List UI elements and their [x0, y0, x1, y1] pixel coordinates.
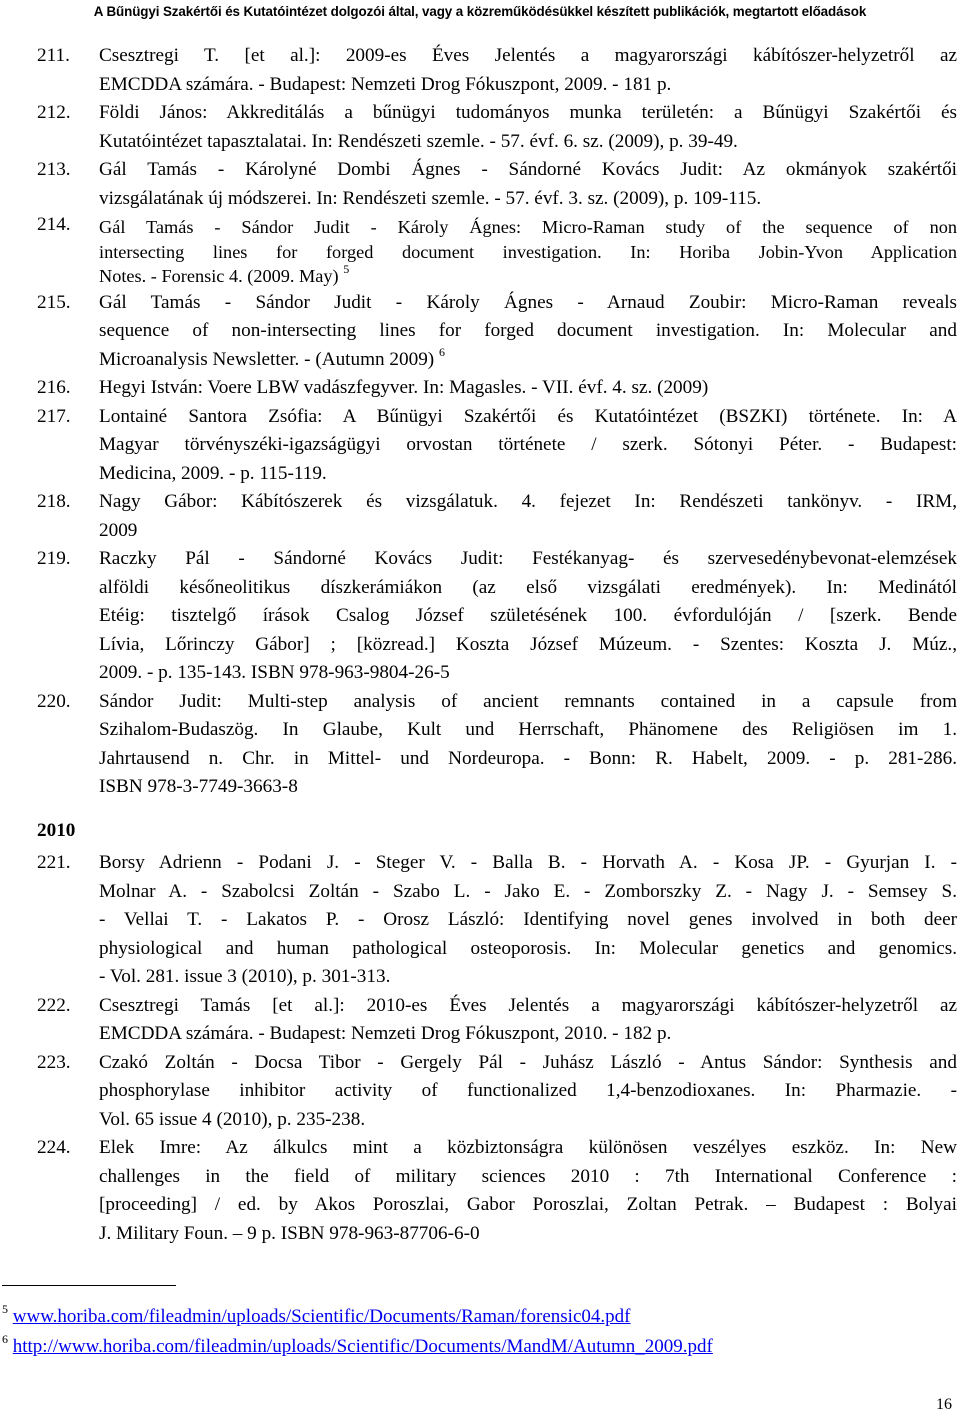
entry-text: vizsgálatának új módszerei. In: Rendészeti szemle. - 57. évf. 3. sz. (2009), p. 109-115.: [99, 187, 762, 209]
entry-text: [proceeding] / ed. by Akos Poroszlai, Gabor Poroszlai, Zoltan Petrak. – Budapest : Bolyai: [99, 1194, 957, 1215]
entry-text: Kutatóintézet tapasztalatai. In: Rendészeti szemle. - 57. évf. 6. sz. (2009), p. 39-49.: [99, 130, 738, 152]
entry-text: Borsy Adrienn - Podani J. - Steger V. - Balla B. - Horvath A. - Kosa JP. - Gyurjan I. -: [99, 852, 957, 873]
bibliography-entry: [37, 1134, 957, 1248]
entry-text-line: [99, 963, 957, 992]
entry-text: Raczky Pál - Sándorné Kovács Judit: Festékanyag- és szervesedénybevonat-elemzések: [99, 548, 957, 569]
entry-text: Etéig: tisztelgő írások Csalog József születésének 100. évfordulóján / [szerk. Bende: [99, 605, 957, 626]
entry-text: Vol. 65 issue 4 (2010), p. 235-238.: [99, 1108, 366, 1130]
entry-text: Gál Tamás - Sándor Judit - Károly Ágnes - Arnaud Zoubir: Micro-Raman reveals: [99, 291, 957, 313]
entry-text-line: [99, 42, 957, 71]
footnote-separator: [2, 1285, 176, 1286]
entry-text: Lívia, Lőrinczy Gábor] ; [közread.] Koszta József Múzeum. - Szentes: Koszta J. Múz.,: [99, 633, 957, 655]
entry-text-line: [99, 185, 957, 214]
entry-text-line: [99, 716, 957, 745]
bibliography-entry: [37, 488, 957, 545]
footnote-5: [2, 1302, 713, 1332]
entry-text: EMCDDA számára. - Budapest: Nemzeti Drog Fókuszpont, 2009. - 181 p.: [99, 73, 672, 95]
running-header: A Bűnügyi Szakértői és Kutatóintézet dolgozói által, vagy a közreműködésükkel készített publikációk, megtartott előadások: [93, 4, 867, 19]
entry-text-line: [99, 240, 957, 265]
entry-text-line: [99, 602, 957, 631]
entry-text-line: [99, 374, 957, 403]
entry-text: Microanalysis Newsletter. - (Autumn 2009): [99, 348, 435, 370]
entry-text-line: [99, 659, 957, 688]
entry-text-line: [99, 545, 957, 574]
page-number: 16: [936, 1396, 952, 1413]
entry-text: 2009: [99, 519, 138, 541]
entry-text-line: [99, 403, 957, 432]
entry-text-line: [99, 215, 957, 240]
entry-text: - Vellai T. - Lakatos P. - Orosz László: Identifying novel genes involved in both deer: [99, 909, 957, 930]
bibliography-entry: [37, 992, 957, 1049]
footnote-link[interactable]: http://www.horiba.com/fileadmin/uploads/Scientific/Documents/MandM/Autumn_2009.pdf: [12, 1336, 713, 1357]
entry-text-line: [99, 1106, 957, 1135]
bibliography-entry: [37, 849, 957, 992]
entry-text: 2009. - p. 135-143. ISBN 978-963-9804-26-5: [99, 662, 450, 683]
entry-text: J. Military Foun. – 9 p. ISBN 978-963-87706-6-0: [99, 1222, 480, 1244]
entry-text: Jahrtausend n. Chr. in Mittel- und Nordeuropa. - Bonn: R. Habelt, 2009. - p. 281-286.: [99, 747, 957, 769]
entry-text: Elek Imre: Az álkulcs mint a közbiztonságra különösen veszélyes eszköz. In: New: [99, 1137, 957, 1158]
bibliography-entry: [37, 403, 957, 489]
bibliography-entry: [37, 289, 957, 375]
entry-number: 223.: [37, 1051, 71, 1073]
bibliography-entry: [37, 42, 957, 99]
entry-text-line: [99, 1163, 957, 1192]
entry-number: 212.: [37, 102, 71, 123]
footnote-6: [2, 1332, 713, 1362]
entry-text-line: [99, 688, 957, 717]
entry-text: Gál Tamás - Károlyné Dombi Ágnes - Sándorné Kovács Judit: Az okmányok szakértői: [99, 159, 957, 180]
bibliography-entry: [37, 688, 957, 802]
entry-text-line: [99, 517, 957, 546]
entry-number: 217.: [37, 405, 71, 427]
entry-text: Sándor Judit: Multi-step analysis of ancient remnants contained in a capsule from: [99, 690, 957, 712]
entry-text: intersecting lines for forged document investigation. In: Horiba Jobin-Yvon Application: [99, 241, 957, 262]
bibliography-entry: [37, 99, 957, 156]
entry-text: Hegyi István: Voere LBW vadászfegyver. In: Magasles. - VII. évf. 4. sz. (2009): [99, 377, 709, 398]
entry-text: - Vol. 281. issue 3 (2010), p. 301-313.: [99, 966, 391, 987]
footnote-mark: 5: [2, 1302, 8, 1316]
footnote-link[interactable]: www.horiba.com/fileadmin/uploads/Scientific/Documents/Raman/forensic04.pdf: [12, 1306, 631, 1327]
entry-text: Medicina, 2009. - p. 115-119.: [99, 462, 327, 484]
entry-number: 222.: [37, 994, 71, 1016]
entry-text: alföldi későneolitikus díszkerámiákon (az első vizsgálati eredmények). In: Medinától: [99, 576, 957, 598]
entry-text-line: [99, 99, 957, 128]
entry-text: Molnar A. - Szabolcsi Zoltán - Szabo L. - Jako E. - Zomborszky Z. - Nagy J. - Semsey S.: [99, 880, 957, 902]
section-year-heading: 2010: [37, 820, 76, 841]
entry-text-line: [99, 906, 957, 935]
footnote-reference: 6: [438, 344, 445, 359]
entry-text-line: [99, 1134, 957, 1163]
bibliography-entry: [37, 213, 957, 289]
entry-text-line: [99, 460, 957, 489]
entry-text: Szihalom-Budaszög. In Glaube, Kult und Herrschaft, Phänomene des Religiösen im 1.: [99, 719, 957, 740]
entry-number: 224.: [37, 1137, 71, 1158]
entry-text-line: [99, 849, 957, 878]
entry-text: Gál Tamás - Sándor Judit - Károly Ágnes: Micro-Raman study of the sequence of non: [99, 217, 957, 237]
entry-text: phosphorylase inhibitor activity of functionalized 1,4-benzodioxanes. In: Pharmazie. -: [99, 1080, 957, 1101]
entry-text-line: [99, 745, 957, 774]
entry-text-line: [99, 431, 957, 460]
entry-number: 219.: [37, 548, 71, 569]
entry-text: ISBN 978-3-7749-3663-8: [99, 776, 298, 797]
footnote-reference: 5: [343, 262, 350, 276]
entry-text-line: [99, 992, 957, 1021]
bibliography-entry: [37, 374, 957, 403]
entry-text: EMCDDA számára. - Budapest: Nemzeti Drog Fókuszpont, 2010. - 182 p.: [99, 1023, 672, 1044]
entry-text-line: [99, 1220, 957, 1249]
entry-number: 211.: [37, 45, 70, 66]
bibliography-entry: [37, 545, 957, 688]
entry-text-line: [99, 631, 957, 660]
entry-text-line: [99, 878, 957, 907]
entry-text: sequence of non-intersecting lines for forged document investigation. In: Molecular and: [99, 320, 957, 341]
publication-list-2010: [37, 849, 957, 1248]
entry-text-line: [99, 128, 957, 157]
entry-number: 216.: [37, 377, 71, 398]
entry-text: Nagy Gábor: Kábítószerek és vizsgálatuk. 4. fejezet In: Rendészeti tankönyv. - IRM,: [99, 491, 957, 512]
entry-text: Csesztregi T. [et al.]: 2009-es Éves Jelentés a magyarországi kábítószer-helyzetről az: [99, 45, 957, 66]
entry-number: 218.: [37, 491, 71, 512]
entry-text-line: [99, 574, 957, 603]
entry-text: physiological and human pathological osteoporosis. In: Molecular genetics and genomics.: [99, 937, 957, 959]
entry-text-line: [99, 1077, 957, 1106]
entry-number: 213.: [37, 159, 71, 180]
entry-text-line: [99, 488, 957, 517]
bibliography-entry: [37, 1049, 957, 1135]
entry-text-line: [99, 289, 957, 318]
entry-text: Csesztregi Tamás [et al.]: 2010-es Éves Jelentés a magyarországi kábítószer-helyzetről az: [99, 994, 957, 1016]
entry-text-line: [99, 1020, 957, 1049]
entry-text-line: [99, 1191, 957, 1220]
entry-text-line: [99, 346, 957, 375]
entry-text: Magyar törvényszéki-igazságügyi orvostan története / szerk. Sótonyi Péter. - Budapest:: [99, 434, 957, 455]
entry-text-line: [99, 264, 957, 289]
entry-text-line: [99, 1049, 957, 1078]
entry-text-line: [99, 935, 957, 964]
entry-text-line: [99, 71, 957, 100]
entry-text: challenges in the field of military sciences 2010 : 7th International Conference :: [99, 1165, 957, 1187]
entry-text: Lontainé Santora Zsófia: A Bűnügyi Szakértői és Kutatóintézet (BSZKI) története. In: A: [99, 405, 957, 427]
entry-text-line: [99, 773, 957, 802]
entry-number: 215.: [37, 291, 71, 313]
entry-number: 220.: [37, 690, 71, 712]
entry-text: Czakó Zoltán - Docsa Tibor - Gergely Pál - Juhász László - Antus Sándor: Synthesis and: [99, 1051, 957, 1073]
entry-text: Földi János: Akkreditálás a bűnügyi tudományos munka területén: a Bűnügyi Szakértői és: [99, 102, 957, 123]
publication-list-2009: [37, 42, 957, 802]
entry-number: 214.: [37, 214, 71, 235]
footnotes: [2, 1302, 713, 1362]
entry-number: 221.: [37, 852, 71, 873]
bibliography-entry: [37, 156, 957, 213]
footnote-mark: 6: [2, 1332, 8, 1346]
entry-text: Notes. - Forensic 4. (2009. May): [99, 266, 339, 286]
entry-text-line: [99, 317, 957, 346]
entry-text-line: [99, 156, 957, 185]
